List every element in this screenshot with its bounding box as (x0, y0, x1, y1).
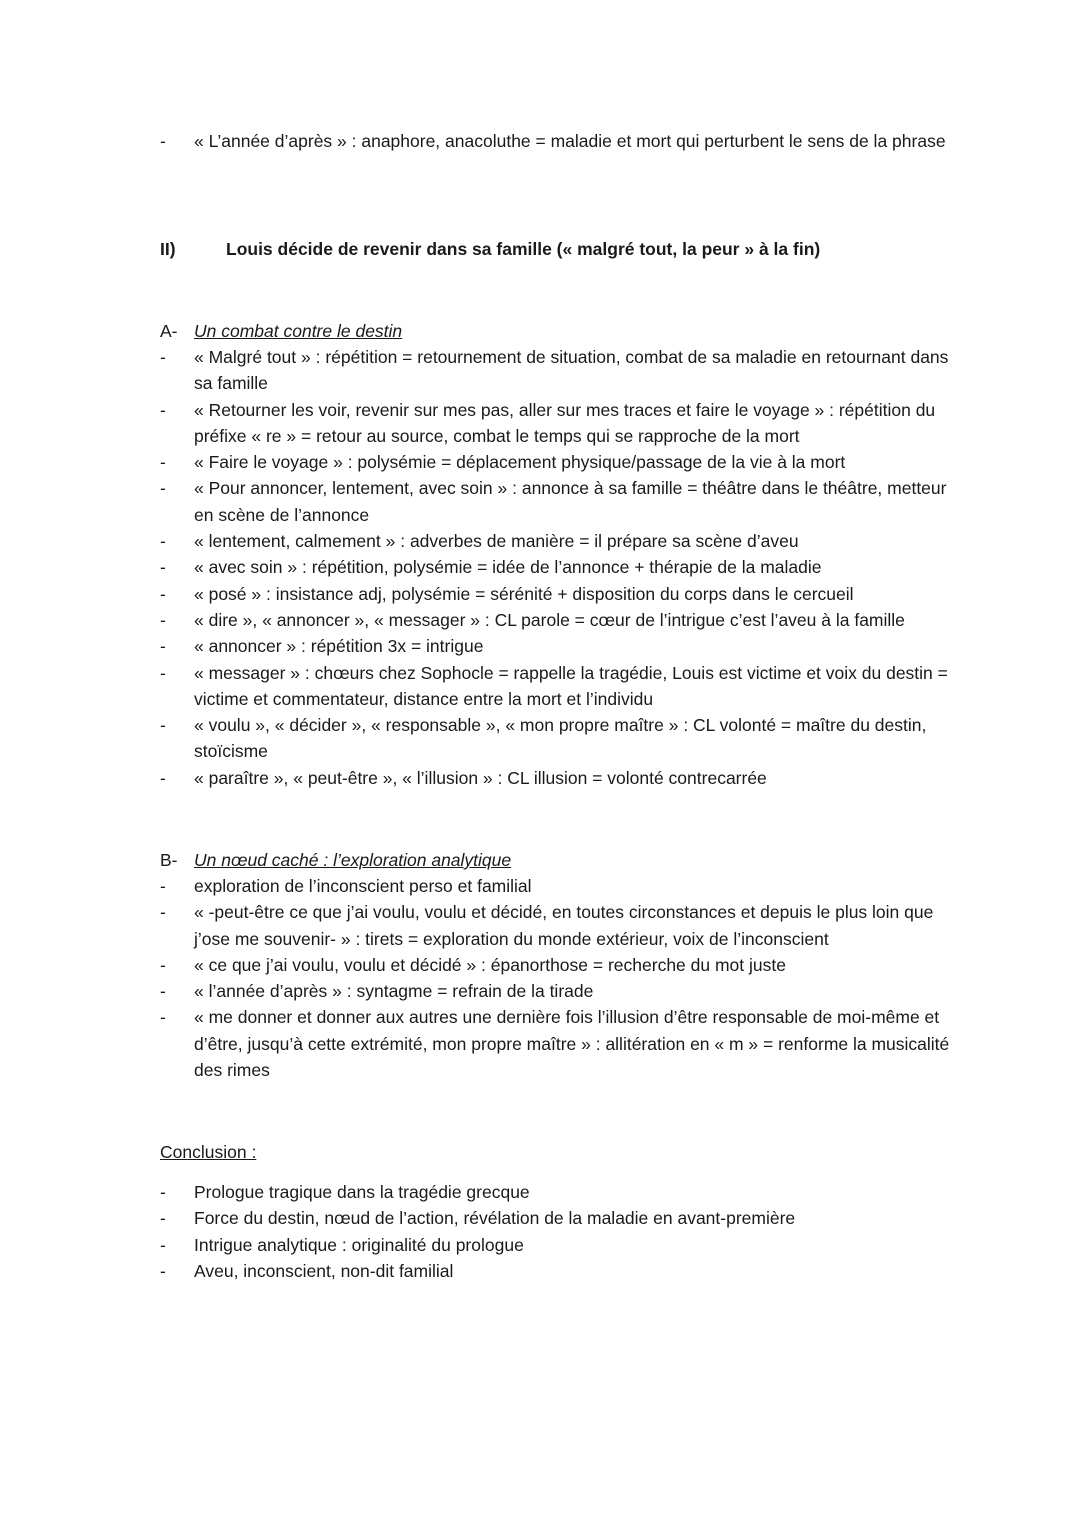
section-title: Louis décide de revenir dans sa famille (« malgré tout, la peur » à la fin) (226, 239, 821, 259)
list-item-text: « L’année d’après » : anaphore, anacoluthe = maladie et mort qui perturbent le sens de la phrase (194, 131, 946, 151)
list-item (0, 449, 1080, 475)
bullet-dash: - (160, 1260, 166, 1281)
list-item-text: « annoncer » : répétition 3x = intrigue (194, 636, 484, 657)
list-item (0, 978, 1080, 1004)
bullet-dash: - (160, 636, 166, 657)
part-a-title: Un combat contre le destin (194, 321, 403, 341)
list-item (0, 660, 1080, 713)
list-item (0, 475, 1080, 528)
list-item-text: « Malgré tout » : répétition = retournement de situation, combat de sa maladie en retournant dans sa famille (194, 347, 949, 394)
conclusion-list (0, 1179, 1080, 1284)
bullet-dash: - (160, 876, 166, 896)
list-item (0, 554, 1080, 580)
bullet-list (0, 128, 1080, 154)
bullet-list (0, 873, 1080, 1083)
list-item (0, 899, 1080, 952)
part-a-heading (160, 318, 402, 344)
list-item (0, 581, 1080, 607)
bullet-dash: - (160, 531, 166, 552)
bullet-dash: - (160, 1234, 166, 1255)
list-item (0, 633, 1080, 659)
list-item-text: « ce que j’ai voulu, voulu et décidé » : épanorthose = recherche du mot juste (194, 954, 786, 975)
list-item-text: « voulu », « décider », « responsable », « mon propre maître » : CL volonté = maître du destin, stoïcisme (194, 715, 927, 762)
bullet-dash: - (160, 583, 166, 604)
bullet-list (0, 344, 1080, 791)
part-b-title: Un nœud caché : l’exploration analytique (194, 850, 512, 870)
bullet-dash: - (160, 662, 166, 683)
bullet-dash: - (160, 399, 166, 420)
list-item (0, 1004, 1080, 1083)
list-item-text: Aveu, inconscient, non-dit familial (194, 1260, 454, 1281)
section-heading (160, 236, 820, 262)
part-a-letter: A- (160, 321, 178, 341)
list-item (0, 607, 1080, 633)
conclusion-title: Conclusion : (160, 1142, 257, 1162)
list-item-text: « lentement, calmement » : adverbes de manière = il prépare sa scène d’aveu (194, 531, 799, 552)
list-item (0, 952, 1080, 978)
list-item-text: exploration de l’inconscient perso et familial (194, 876, 532, 896)
list-item (0, 128, 1080, 154)
part-b-heading (160, 847, 511, 873)
bullet-dash: - (160, 954, 166, 975)
list-item-text: « -peut-être ce que j’ai voulu, voulu et décidé, en toutes circonstances et depuis le plus loin que j’ose me souvenir- » : tirets = exploration du monde extérieur, voix de l’inconscient (194, 902, 934, 949)
list-item-text: « l’année d’après » : syntagme = refrain de la tirade (194, 981, 594, 1002)
list-item-text: « me donner et donner aux autres une dernière fois l’illusion d’être responsable de moi-même et d’être, jusqu’à cette extrémité, mon propre maître » : allitération en « m » = renforme la musicalité des rimes (194, 1007, 950, 1081)
bullet-dash: - (160, 478, 166, 499)
list-item-text: Intrigue analytique : originalité du prologue (194, 1234, 524, 1255)
list-item (0, 528, 1080, 554)
bullet-dash: - (160, 1007, 166, 1028)
bullet-dash: - (160, 131, 166, 151)
bullet-dash: - (160, 902, 166, 923)
list-item-text: « Pour annoncer, lentement, avec soin » : annonce à sa famille = théâtre dans le théâtre, metteur en scène de l’annonce (194, 478, 947, 525)
list-item-text: Force du destin, nœud de l’action, révélation de la maladie en avant-première (194, 1208, 796, 1229)
list-item-text: « paraître », « peut-être », « l’illusion » : CL illusion = volonté contrecarrée (194, 767, 767, 788)
bullet-dash: - (160, 981, 166, 1002)
list-item-text: « posé » : insistance adj, polysémie = sérénité + disposition du corps dans le cercueil (194, 583, 854, 604)
bullet-dash: - (160, 1208, 166, 1229)
list-item-text: « messager » : chœurs chez Sophocle = rappelle la tragédie, Louis est victime et voix du destin = victime et commentateur, distance entre la mort et l’individu (194, 662, 948, 709)
list-item-text: « Faire le voyage » : polysémie = déplacement physique/passage de la vie à la mort (194, 452, 846, 473)
bullet-dash: - (160, 452, 166, 473)
list-item-text: « Retourner les voir, revenir sur mes pas, aller sur mes traces et faire le voyage » : répétition du préfixe « re » = retour au source, combat le temps qui se rapproche de la mort (194, 399, 936, 446)
section-number: II) (160, 239, 176, 259)
bullet-dash: - (160, 347, 166, 367)
list-item (0, 397, 1080, 450)
part-b-letter: B- (160, 850, 178, 870)
list-item (0, 712, 1080, 765)
list-item (0, 765, 1080, 791)
list-item-text: Prologue tragique dans la tragédie grecque (194, 1182, 530, 1202)
bullet-dash: - (160, 609, 166, 630)
list-item-text: « avec soin » : répétition, polysémie = idée de l’annonce + thérapie de la maladie (194, 557, 822, 578)
bullet-dash: - (160, 767, 166, 788)
list-item (0, 1258, 1080, 1284)
list-item-text: « dire », « annoncer », « messager » : CL parole = cœur de l’intrigue c’est l’aveu à la famille (194, 609, 905, 630)
part-b-list (0, 873, 1080, 1083)
bullet-dash: - (160, 1182, 166, 1202)
list-item (0, 1205, 1080, 1231)
bullet-list (0, 1179, 1080, 1284)
bullet-dash: - (160, 557, 166, 578)
bullet-dash: - (160, 715, 166, 736)
list-item (0, 873, 1080, 899)
top-list (0, 128, 1080, 154)
list-item (0, 1232, 1080, 1258)
part-a-list (0, 344, 1080, 791)
list-item (0, 344, 1080, 397)
list-item (0, 1179, 1080, 1205)
